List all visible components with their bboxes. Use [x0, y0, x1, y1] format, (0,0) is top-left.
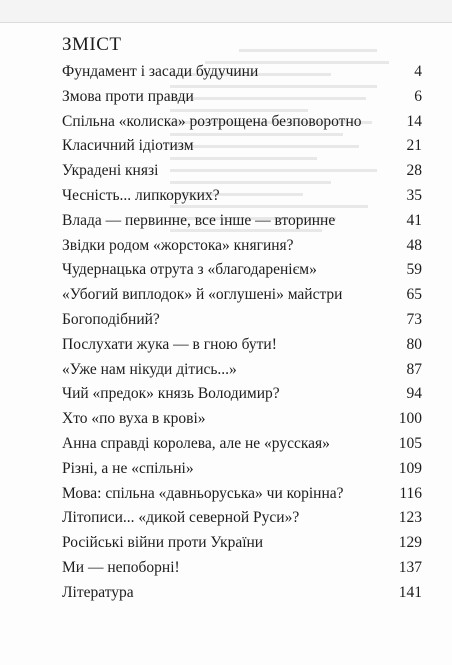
toc-entry[interactable] — [62, 234, 422, 259]
toc-entry-page: 129 — [398, 534, 422, 552]
toc-entry-page: 73 — [406, 310, 422, 328]
toc-entry-title: Мова: спільна «давньоруська» чи корінна? — [62, 484, 344, 502]
toc-entry-page: 141 — [398, 583, 422, 601]
toc-entry[interactable] — [62, 407, 422, 432]
toc-entry-page: 4 — [414, 63, 422, 80]
toc-entry[interactable] — [62, 506, 422, 531]
toc-entry[interactable] — [62, 159, 422, 184]
toc-entry[interactable] — [62, 382, 422, 407]
toc-entry-title: Спільна «колиска» розтрощена безповоротно — [62, 112, 362, 130]
toc-entry[interactable] — [62, 556, 422, 581]
toc-entry-title: Послухати жука — в гною бути! — [62, 335, 277, 353]
toc-entry[interactable] — [62, 60, 422, 85]
toc-entry-title: Анна справді королева, але не «русская» — [62, 434, 330, 452]
toc-entry-title: Російські війни проти України — [62, 534, 264, 552]
toc-entry-title: Чудернацька отрута з «благодаренієм» — [62, 261, 317, 279]
toc-entry-page: 65 — [406, 286, 422, 304]
toc-entry-page: 28 — [406, 162, 422, 180]
toc-entry[interactable] — [62, 308, 422, 333]
toc-entry[interactable] — [62, 258, 422, 283]
toc-entry[interactable] — [62, 184, 422, 209]
toc-entry-title: Чий «предок» князь Володимир? — [62, 385, 280, 403]
toc-entry[interactable] — [62, 581, 422, 606]
toc-entry[interactable] — [62, 85, 422, 110]
toc-entry-title: Класичний ідіотизм — [62, 137, 194, 155]
toc-list — [62, 60, 422, 606]
toc-entry[interactable] — [62, 457, 422, 482]
toc-entry-title: Чесність... липкоруких? — [62, 186, 220, 204]
toc-entry-title: Фундамент і засади будучини — [62, 63, 259, 80]
toc-entry-page: 116 — [399, 484, 422, 502]
toc-entry-page: 87 — [406, 360, 422, 378]
toc-entry-title: «Убогий виплодок» й «оглушені» майстри — [62, 286, 343, 304]
scan-edge — [0, 0, 452, 23]
toc-entry-title: Літописи... «дикой северной Руси»? — [62, 509, 300, 527]
toc-entry-title: Змова проти правди — [62, 87, 194, 105]
toc-entry-page: 59 — [406, 261, 422, 279]
toc-entry[interactable] — [62, 333, 422, 358]
toc-entry-page: 35 — [406, 186, 422, 204]
toc-entry-page: 6 — [414, 87, 422, 105]
toc-entry-page: 105 — [398, 434, 422, 452]
toc-entry[interactable] — [62, 134, 422, 159]
toc-entry-title: Звідки родом «жорстока» княгиня? — [62, 236, 294, 254]
toc-entry-title: Література — [62, 583, 134, 601]
toc-entry-title: Різні, а не «спільні» — [62, 459, 194, 477]
toc-entry-title: Богоподібний? — [62, 310, 160, 328]
toc-entry[interactable] — [62, 283, 422, 308]
toc-entry[interactable] — [62, 482, 422, 507]
toc-entry-page: 41 — [406, 211, 422, 229]
toc-entry-page: 109 — [398, 459, 422, 477]
toc-entry-title: Хто «по вуха в крові» — [62, 410, 206, 428]
toc-heading: ЗМІСТ — [62, 34, 122, 55]
toc-entry-title: «Уже нам нікуди дітись...» — [62, 360, 237, 378]
toc-entry[interactable] — [62, 209, 422, 234]
toc-entry-page: 14 — [406, 112, 422, 130]
toc-entry-title: Влада — первинне, все інше — вторинне — [62, 211, 336, 229]
toc-entry[interactable] — [62, 358, 422, 383]
toc-entry-page: 21 — [406, 137, 422, 155]
toc-entry[interactable] — [62, 531, 422, 556]
toc-entry[interactable] — [62, 432, 422, 457]
toc-entry-title: Украдені князі — [62, 162, 159, 180]
toc-entry-page: 123 — [398, 509, 422, 527]
toc-entry-title: Ми — непоборні! — [62, 558, 180, 576]
toc-entry-page: 137 — [398, 558, 422, 576]
toc-entry[interactable] — [62, 110, 422, 135]
toc-entry-page: 48 — [406, 236, 422, 254]
toc-entry-page: 80 — [406, 335, 422, 353]
toc-entry-page: 100 — [398, 410, 422, 428]
toc-entry-page: 94 — [406, 385, 422, 403]
